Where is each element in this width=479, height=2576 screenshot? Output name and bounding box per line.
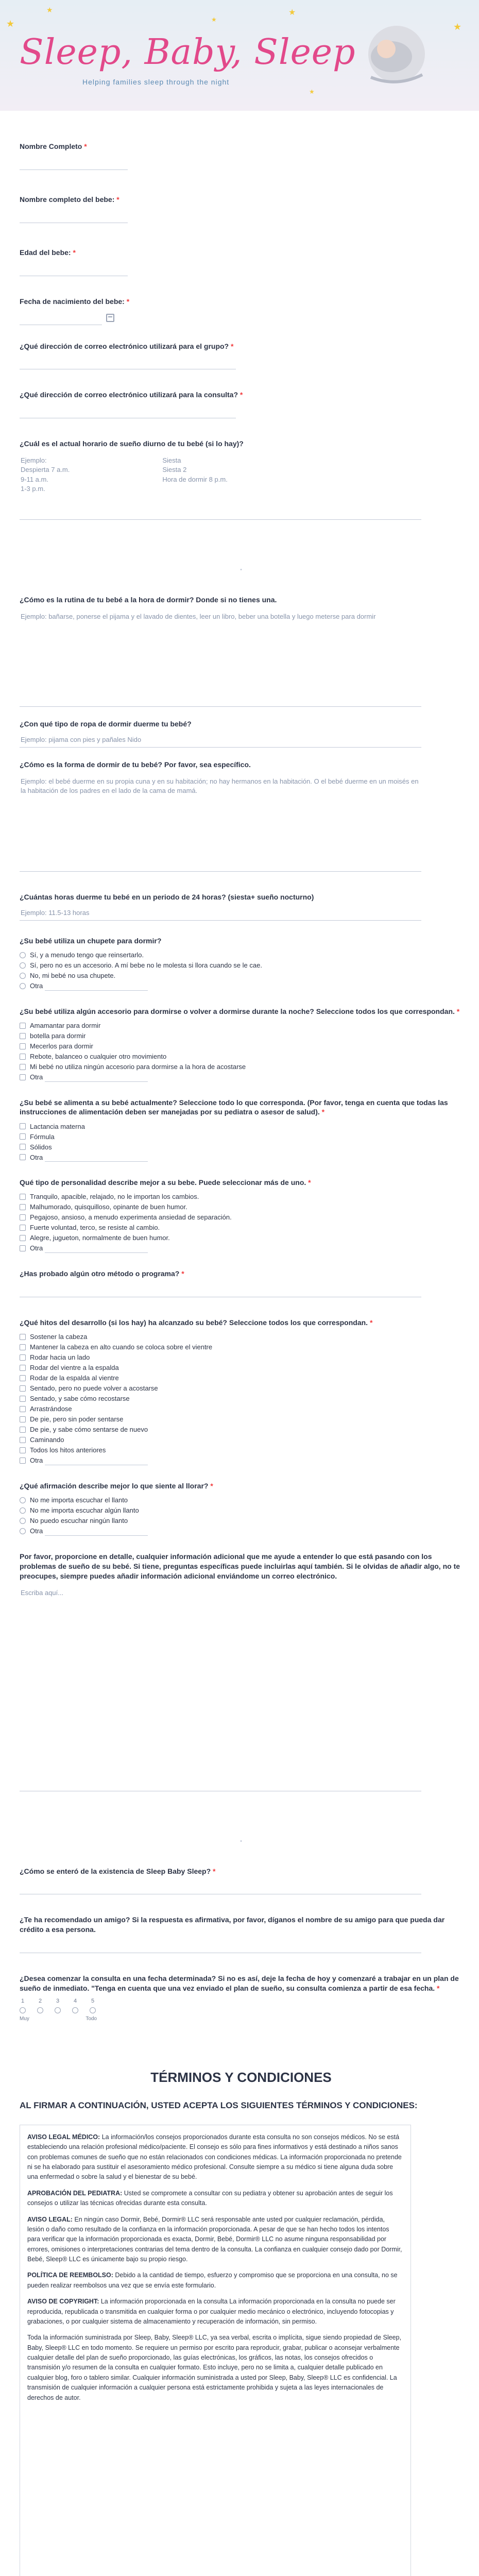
label-sleep-props: ¿Su bebé utiliza algún accesorio para dormirse o volver a dormirse durante la noche? Seleccione todos los que correspondan. *: [20, 1007, 460, 1015]
consult-email-input[interactable]: [20, 404, 236, 418]
label-group-email: ¿Qué dirección de correo electrónico utilizará para el grupo? *: [20, 342, 234, 350]
terms-paragraph: POLÍTICA DE REEMBOLSO: Debido a la cantidad de tiempo, esfuerzo y compromiso que se proporciona en una consulta, no se pueden realizar reembolsos una vez que se envía este formulario.: [27, 2272, 398, 2289]
full-name-input[interactable]: [20, 156, 128, 170]
schedule-textarea[interactable]: [20, 453, 421, 520]
label-crying: ¿Qué afirmación describe mejor lo que siente al llorar? *: [20, 1482, 213, 1490]
checkbox[interactable]: [20, 1033, 26, 1039]
star-icon: ★: [6, 19, 15, 29]
radio[interactable]: [55, 2007, 61, 2013]
label-start-date: ¿Desea comenzar la consulta en una fecha determinada? Si no es así, deje la fecha de hoy y comenzaré a trabajar en un plan de sueño de inmediato. "Tenga en cuenta que una vez enviado el plan de sueño, su consulta comienza a partir de esa fecha. *: [20, 1974, 459, 1993]
question-additional-info: [20, 1552, 463, 1791]
terms-box[interactable]: [20, 2125, 411, 2576]
label-sleep-arrangement: ¿Cómo es la forma de dormir de tu bebé? Por favor, sea específico.: [20, 760, 251, 769]
milestone-option[interactable]: Arrastrándose: [20, 1404, 463, 1414]
milestone-other[interactable]: Otra: [20, 1455, 463, 1466]
logo-text: Sleep, Baby, Sleep: [20, 32, 356, 73]
checkbox[interactable]: [20, 1194, 26, 1200]
sleep-prop-option[interactable]: Mecerlos para dormir: [20, 1041, 463, 1052]
label-pacifier: ¿Su bebé utiliza un chupete para dormir?: [20, 936, 162, 945]
birthdate-field: [20, 311, 463, 325]
other-input[interactable]: [45, 1073, 148, 1082]
star-icon: ★: [46, 6, 53, 14]
pacifier-option[interactable]: Sí, pero no es un accesorio. A mí bebe no le molesta si llora cuando se le cae.: [20, 960, 463, 971]
schedule-placeholder-2: Siesta Siesta 2 Hora de dormir 8 p.m.: [162, 456, 228, 483]
terms-title: TÉRMINOS Y CONDICIONES: [150, 2070, 332, 2086]
milestone-option[interactable]: Sentado, y sabe cómo recostarse: [20, 1394, 463, 1404]
pacifier-option[interactable]: Sí, y a menudo tengo que reinsertarlo.: [20, 950, 463, 960]
question-start-date: [20, 1974, 463, 2022]
tagline: Helping families sleep through the night: [82, 78, 230, 86]
checkbox[interactable]: [20, 1396, 26, 1402]
other-input[interactable]: [45, 1456, 148, 1465]
question-sleep-arrangement: [20, 760, 463, 872]
question-feeding: [20, 1098, 463, 1163]
question-sleep-props: [20, 1007, 463, 1082]
referral-source-input[interactable]: [20, 1880, 421, 1894]
other-input[interactable]: [45, 1527, 148, 1536]
label-sleepwear: ¿Con qué tipo de ropa de dormir duerme tu bebé?: [20, 720, 192, 728]
label-friend-referral: ¿Te ha recomendado un amigo? Si la respuesta es afirmativa, por favor, díganos el nombre de su amigo para que pueda dar crédito a esa persona.: [20, 1916, 445, 1934]
label-personality: Qué tipo de personalidad describe mejor a su bebe. Puede seleccionar más de uno. *: [20, 1178, 311, 1187]
question-pacifier: [20, 936, 463, 991]
radio[interactable]: [37, 2007, 43, 2013]
question-crying: [20, 1481, 463, 1536]
terms-paragraph: APROBACIÓN DEL PEDIATRA: Usted se compromete a consultar con su pediatra y obtener su aprobación antes de seguir los consejos o utilizar las técnicas ofrecidas durante esta consulta.: [27, 2189, 393, 2207]
terms-paragraph: AVISO DE COPYRIGHT: La información proporcionada en la consulta La información proporcionada en la consulta no puede ser reproducida, republicada o transmitida en cualquier forma o por cualquier medio mecánico o electrónico, incluyendo fotocopias y grabaciones, o por cualquier sistema de almacenamiento y recuperación de información, sin permiso.: [27, 2298, 396, 2325]
label-baby-name: Nombre completo del bebe: *: [20, 195, 119, 204]
star-icon: ★: [309, 88, 315, 95]
question-baby-name: [20, 195, 463, 223]
personality-option[interactable]: Tranquilo, apacible, relajado, no le importan los cambios.: [20, 1192, 463, 1202]
pacifier-options: [20, 950, 463, 991]
label-feeding: ¿Su bebé se alimenta a su bebé actualmente? Seleccione todo lo que corresponda. (Por favor, tenga en cuenta que todas las instrucciones de alimentación deben ser manejadas por su pediatra o asesor de salud). *: [20, 1098, 448, 1116]
radio[interactable]: [90, 2007, 96, 2013]
checkbox[interactable]: [20, 1235, 26, 1241]
checkbox[interactable]: [20, 1214, 26, 1221]
checkbox[interactable]: [20, 1043, 26, 1049]
additional-info-textarea[interactable]: Escriba aquí...: [20, 1585, 421, 1791]
sleep-prop-option[interactable]: botella para dormir: [20, 1031, 463, 1041]
sleep-prop-option[interactable]: Mi bebé no utiliza ningún accesorio para dormirse a la hora de acostarse: [20, 1062, 463, 1072]
label-full-name: Nombre Completo *: [20, 142, 87, 150]
milestone-option[interactable]: De pie, y sabe cómo sentarse de nuevo: [20, 1425, 463, 1435]
label-sleep-hours: ¿Cuántas horas duerme tu bebé en un periodo de 24 horas? (siesta+ sueño nocturno): [20, 892, 314, 901]
label-schedule: ¿Cuál es el actual horario de sueño diurno de tu bebé (si lo hay)?: [20, 439, 244, 448]
radio[interactable]: [20, 952, 26, 958]
label-milestones: ¿Qué hitos del desarrollo (si los hay) ha alcanzado su bebé? Seleccione todos los que correspondan. *: [20, 1318, 373, 1327]
crying-option[interactable]: No me importa escuchar algún llanto: [20, 1505, 463, 1516]
other-input[interactable]: [45, 1244, 148, 1253]
scale-option[interactable]: 3: [55, 1997, 61, 2013]
checkbox[interactable]: [20, 1054, 26, 1060]
checkbox[interactable]: [20, 1074, 26, 1080]
checkbox[interactable]: [20, 1204, 26, 1210]
radio[interactable]: [20, 1507, 26, 1514]
label-other-methods: ¿Has probado algún otro método o programa? *: [20, 1269, 184, 1278]
personality-other[interactable]: Otra: [20, 1243, 463, 1253]
milestone-option[interactable]: De pie, pero sin poder sentarse: [20, 1414, 463, 1425]
page-separator: •: [240, 1838, 242, 1844]
label-birthdate: Fecha de nacimiento del bebe: *: [20, 297, 130, 306]
question-personality: [20, 1178, 463, 1253]
milestone-option[interactable]: Rodar hacia un lado: [20, 1352, 463, 1363]
personality-option[interactable]: Fuerte voluntad, terco, se resiste al cambio.: [20, 1223, 463, 1233]
checkbox[interactable]: [20, 1144, 26, 1150]
other-input[interactable]: [45, 1153, 148, 1162]
milestone-option[interactable]: Rodar del vientre a la espalda: [20, 1363, 463, 1373]
checkbox[interactable]: [20, 1225, 26, 1231]
other-methods-input[interactable]: [20, 1283, 421, 1297]
pacifier-other[interactable]: Otra: [20, 981, 463, 991]
question-friend-referral: [20, 1915, 463, 1953]
question-consult-email: [20, 390, 463, 418]
page-separator: •: [240, 567, 242, 573]
personality-option[interactable]: Malhumorado, quisquilloso, opinante de buen humor.: [20, 1202, 463, 1212]
checkbox[interactable]: [20, 1437, 26, 1443]
radio[interactable]: [20, 962, 26, 969]
question-birthdate: [20, 297, 463, 325]
radio[interactable]: [72, 2007, 78, 2013]
form-header: [0, 0, 479, 111]
scale-option[interactable]: 4: [72, 1997, 78, 2013]
label-additional-info: Por favor, proporcione en detalle, cualquier información adicional que me ayude a entender lo que está pasando con los problemas de sueño de su bebé. Si tiene, preguntas específicas puede incluirlas aquí también. Si le olvidas de añadir algo, no te preocupes, siempre puedes añadir información adicional enviándome un correo electrónico.: [20, 1552, 460, 1580]
label-consult-email: ¿Qué dirección de correo electrónico utilizará para la consulta? *: [20, 391, 243, 399]
checkbox[interactable]: [20, 1427, 26, 1433]
radio[interactable]: [20, 2007, 26, 2013]
feeding-option[interactable]: Fórmula: [20, 1131, 463, 1142]
crying-options: [20, 1495, 463, 1536]
terms-paragraph: Toda la información suministrada por Sleep, Baby, Sleep® LLC, ya sea verbal, escrita o implícita, sigue siendo propiedad de Sleep, Baby, Sleep® LLC en todo momento. Se requiere un permiso por escrito para reproducir, grabar, publicar o aconsejar verbalmente cualquier detalle del plan de sueño proporcionado, las guías electrónicas, los gráficos, las notas, los consejos ofrecidos o transmisión y/o resumen de la consulta en cualquier formato. Esto incluye, pero no se limita a, cualquier detalle publicado en cualquier blog, foro o tablero similar. Cualquier información suministrada a usted por Sleep, Baby, Sleep® LLC es confidencial. La transmisión de cualquier información a cualquier persona está estrictamente prohibida y sujeta a las leyes internacionales de derechos de autor.: [27, 2334, 402, 2401]
question-group-email: [20, 342, 463, 370]
sleep-prop-option[interactable]: Rebote, balanceo o cualquier otro movimiento: [20, 1052, 463, 1062]
feeding-option[interactable]: Lactancia materna: [20, 1121, 463, 1131]
checkbox[interactable]: [20, 1334, 26, 1340]
terms-paragraph: AVISO LEGAL: En ningún caso Dormir, Bebé, Dormir® LLC será responsable ante usted por cualquier reclamación, pérdida, lesión o daño como resultado de la confianza en la información proporcionada. A pesar de que se han hecho todos los intentos para verificar que la información proporcionada es exacta, Dormir, Bebé, Dormir® LLC no asume ninguna responsabilidad por errores, omisiones o interpretaciones contrarias del tema dentro de la consulta. La confianza en cualquier consejo dado por Dormir, Bebé, Sleep® LLC es únicamente bajo su propio riesgo.: [27, 2215, 402, 2263]
sleep-props-options: [20, 1021, 463, 1082]
crying-option[interactable]: No me importa escuchar el llanto: [20, 1495, 463, 1505]
question-baby-age: [20, 248, 463, 276]
personality-option[interactable]: Pegajoso, ansioso, a menudo experimenta ansiedad de separación.: [20, 1212, 463, 1223]
radio[interactable]: [20, 1497, 26, 1503]
sleepwear-input[interactable]: Ejemplo: pijama con pies y pañales Nido: [20, 733, 421, 748]
checkbox[interactable]: [20, 1406, 26, 1412]
checkbox[interactable]: [20, 1365, 26, 1371]
radio[interactable]: [20, 973, 26, 979]
question-milestones: [20, 1318, 463, 1466]
checkbox[interactable]: [20, 1458, 26, 1464]
moon-baby-icon: [319, 5, 448, 108]
milestones-options: [20, 1332, 463, 1466]
feeding-other[interactable]: Otra: [20, 1152, 463, 1162]
label-referral-source: ¿Cómo se enteró de la existencia de Sleep Baby Sleep? *: [20, 1867, 216, 1875]
feeding-option[interactable]: Sólidos: [20, 1142, 463, 1152]
checkbox[interactable]: [20, 1245, 26, 1251]
checkbox[interactable]: [20, 1416, 26, 1422]
sleep-prop-option[interactable]: Amamantar para dormir: [20, 1021, 463, 1031]
milestone-option[interactable]: Mantener la cabeza en alto cuando se coloca sobre el vientre: [20, 1342, 463, 1352]
baby-name-input[interactable]: [20, 209, 128, 223]
form-content: [0, 142, 479, 2576]
milestone-option[interactable]: Rodar de la espalda al vientre: [20, 1373, 463, 1383]
checkbox[interactable]: [20, 1123, 26, 1129]
start-date-scale: [20, 1997, 463, 2013]
scale-option[interactable]: 1: [20, 1997, 26, 2013]
checkbox[interactable]: [20, 1344, 26, 1350]
question-referral-source: [20, 1867, 463, 1895]
milestone-option[interactable]: Sostener la cabeza: [20, 1332, 463, 1342]
feeding-options: [20, 1121, 463, 1162]
scale-option[interactable]: 5: [90, 1997, 96, 2013]
calendar-icon[interactable]: [106, 314, 114, 322]
radio[interactable]: [20, 983, 26, 989]
baby-age-input[interactable]: [20, 262, 128, 276]
milestone-option[interactable]: Sentado, pero no puede volver a acostarse: [20, 1383, 463, 1394]
checkbox[interactable]: [20, 1385, 26, 1392]
terms-paragraph: AVISO LEGAL MÉDICO: La información/los consejos proporcionados durante esta consulta no son consejos médicos. No se está estableciendo una relación profesional médico/paciente. El consejo es sólo para fines informativos y está destinado a niños sanos con problemas comunes de sueño que no están relacionados con condiciones médicas. La información proporcionada no pretende ni se ha elaborado para sustituir el asesoramiento médico profesional. Consulte siempre a su médico si tiene alguna duda sobre una enfermedad o sobre la salud y el bienestar de su bebé.: [27, 2133, 402, 2181]
label-routine: ¿Cómo es la rutina de tu bebé a la hora de dormir? Donde si no tienes una.: [20, 596, 277, 604]
checkbox[interactable]: [20, 1133, 26, 1140]
checkbox[interactable]: [20, 1154, 26, 1160]
radio[interactable]: [20, 1528, 26, 1534]
question-sleepwear: [20, 719, 463, 748]
milestone-option[interactable]: Caminando: [20, 1435, 463, 1445]
schedule-placeholder: Ejemplo: Despierta 7 a.m. 9-11 a.m. 1-3 p.m.: [21, 456, 70, 493]
milestone-option[interactable]: Todos los hitos anteriores: [20, 1445, 463, 1455]
sleep-prop-other[interactable]: Otra: [20, 1072, 463, 1082]
other-input[interactable]: [45, 981, 148, 991]
personality-options: [20, 1192, 463, 1253]
checkbox[interactable]: [20, 1375, 26, 1381]
radio[interactable]: [20, 1518, 26, 1524]
checkbox[interactable]: [20, 1064, 26, 1070]
sleep-arrangement-textarea[interactable]: Ejemplo: el bebé duerme en su propia cuna y en su habitación; no hay hermanos en la habitación. O el bebé duerme en un moisés en la habitación de los padres en el lado de la cama de mamá.: [20, 774, 421, 872]
checkbox[interactable]: [20, 1023, 26, 1029]
question-other-methods: [20, 1269, 463, 1297]
crying-option[interactable]: No puedo escuchar ningún llanto: [20, 1516, 463, 1526]
scale-option[interactable]: 2: [37, 1997, 43, 2013]
star-icon: ★: [288, 8, 296, 17]
sleep-hours-input[interactable]: Ejemplo: 11.5-13 horas: [20, 906, 421, 921]
label-baby-age: Edad del bebe: *: [20, 248, 76, 257]
checkbox[interactable]: [20, 1354, 26, 1361]
pacifier-option[interactable]: No, mi bebé no usa chupete.: [20, 971, 463, 981]
question-sleep-hours: [20, 892, 463, 921]
routine-textarea[interactable]: Ejemplo: bañarse, ponerse el pijama y el lavado de dientes, leer un libro, beber una botella y luego meterse para dormir: [20, 609, 421, 707]
checkbox[interactable]: [20, 1447, 26, 1453]
scale-legend: Muy Todo: [20, 2015, 97, 2022]
question-routine: [20, 595, 463, 707]
birthdate-input[interactable]: [20, 311, 102, 325]
crying-other[interactable]: Otra: [20, 1526, 463, 1536]
star-icon: ★: [211, 16, 217, 23]
friend-referral-input[interactable]: [20, 1939, 421, 1953]
star-icon: ★: [453, 22, 462, 32]
group-email-input[interactable]: [20, 355, 236, 369]
terms-subtitle: AL FIRMAR A CONTINUACIÓN, USTED ACEPTA LOS SIGUIENTES TÉRMINOS Y CONDICIONES:: [20, 2100, 418, 2111]
personality-option[interactable]: Alegre, jugueton, normalmente de buen humor.: [20, 1233, 463, 1243]
question-full-name: [20, 142, 463, 170]
question-schedule: [20, 439, 463, 520]
